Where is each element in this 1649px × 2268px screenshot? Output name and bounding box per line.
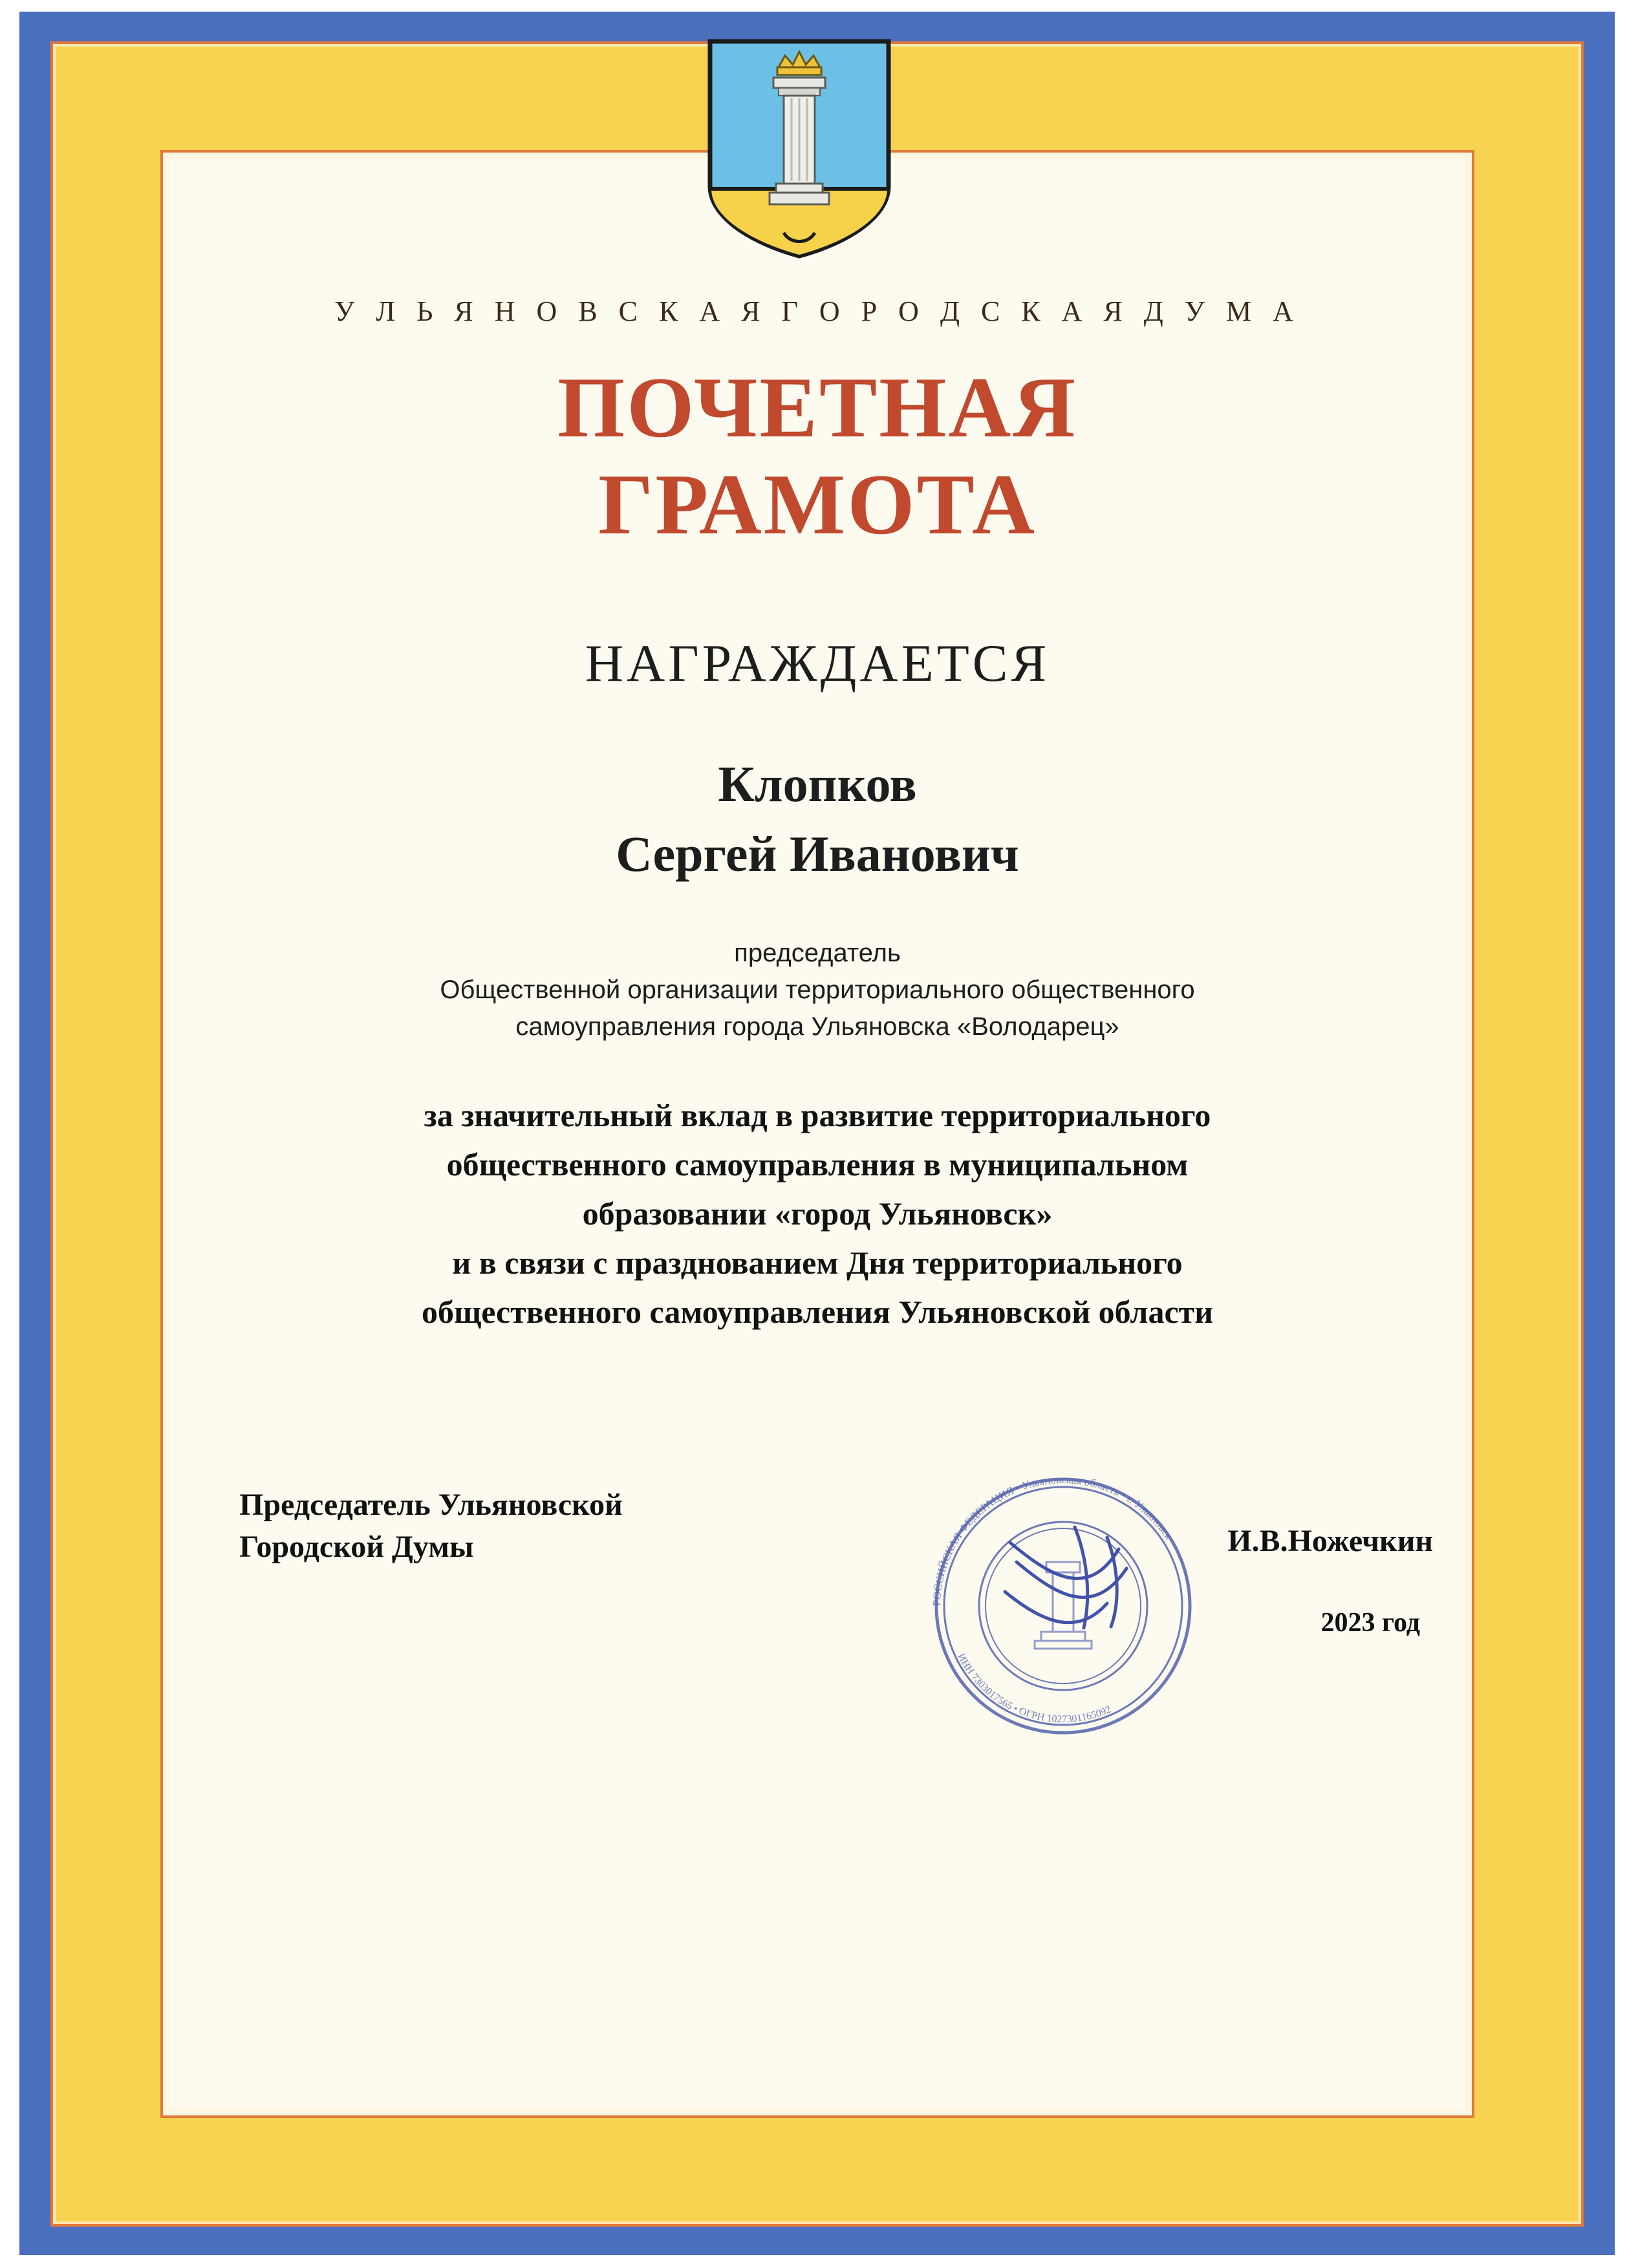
issuing-organization: У Л Ь Я Н О В С К А Я Г О Р О Д С К А Я Д У М А [334,295,1300,327]
signatory-title-line-2: Городской Думы [239,1529,474,1564]
awarded-label: НАГРАЖДАЕТСЯ [585,634,1050,693]
official-stamp [913,1465,1217,1749]
position-line-2: Общественной организации территориального общественного [440,976,1195,1005]
certificate-content [169,159,1465,2109]
signatory-title-line-1: Председатель Ульяновской [239,1488,623,1522]
recipient-name [169,749,1465,888]
recipient-given-name: Сергей Иванович [616,825,1019,882]
reason-line-4: и в связи с празднованием Дня территориального [452,1244,1183,1281]
reason-line-3: образовании «город Ульяновск» [582,1195,1053,1232]
svg-text:РОССИЙСКАЯ ФЕДЕРАЦИЯ • Ульянов: РОССИЙСКАЯ ФЕДЕРАЦИЯ • Ульяновская область • г. Ульяновск [930,1473,1176,1607]
position-line-1: председатель [734,939,901,968]
coat-of-arms-icon [706,39,892,259]
title-line-2: ГРАМОТА [598,456,1037,553]
reason-line-5: общественного самоуправления Ульяновской области [422,1293,1213,1330]
signatory-name: И.В.Ножечкин [1227,1524,1433,1558]
award-reason [169,1091,1465,1336]
signature-block [169,1473,1465,1749]
reason-line-2: общественного самоуправления в муниципальном [446,1146,1189,1182]
title-line-1: ПОЧЕТНАЯ [557,359,1077,455]
reason-line-1: за значительный вклад в развитие территориального [424,1097,1211,1133]
svg-text:ИНН 7303017565 • ОГРН 10273011: ИНН 7303017565 • ОГРН 1027301165092 [955,1651,1113,1726]
issue-year: 2023 год [1320,1608,1420,1638]
page-title [169,359,1465,553]
position-line-3: самоуправления города Ульяновска «Володарец» [515,1012,1119,1041]
recipient-position [169,935,1465,1045]
recipient-surname: Клопков [718,756,917,813]
signatory-title [239,1484,623,1568]
